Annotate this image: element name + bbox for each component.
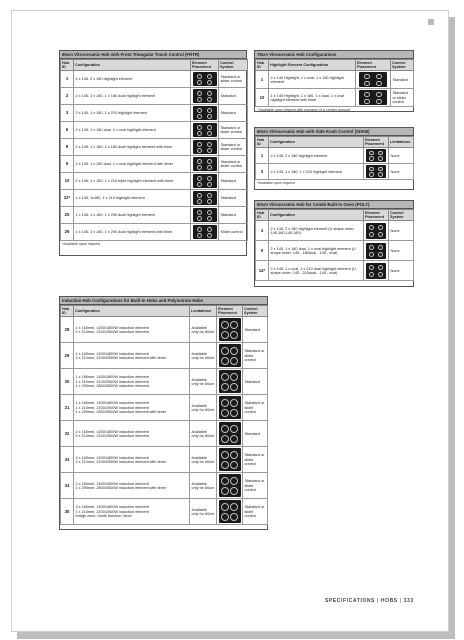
element-placement-cell	[356, 71, 391, 89]
control-cell: Standard or slider control	[243, 447, 268, 473]
table-row	[61, 207, 248, 224]
control-cell: Standard or slider control	[219, 139, 248, 156]
id-cell: 35	[61, 499, 74, 525]
id-cell: 29	[61, 343, 74, 369]
col-configuration: Configuration	[74, 306, 190, 317]
config-cell: 2 x 160mm, 1400/1800W induction element 2 x 210mm, 2100/2500W induction element with timer	[74, 447, 190, 473]
id-cell: 4	[256, 221, 269, 241]
table-frtr	[59, 50, 247, 256]
element-placement-cell	[191, 156, 219, 173]
config-cell: 1 x 145, 1 x 180, 1 x 290 dual highlight element with timer	[74, 224, 191, 241]
config-cell: 2 x 160mm, 1400/1800W induction element 2 x 210mm, 2100/2500W induction element	[74, 421, 190, 447]
table-row	[61, 71, 248, 88]
table-row	[61, 395, 268, 421]
table-row	[61, 122, 248, 139]
hob-diagram-icon	[366, 243, 386, 259]
table-row	[61, 139, 248, 156]
control-cell: Standard or slider control	[219, 122, 248, 139]
element-placement-cell	[217, 317, 243, 343]
page-number: 333	[403, 598, 414, 604]
table-78cm-title: 78cm Vitroceramic Hob Configurations	[255, 51, 413, 59]
element-placement-cell	[364, 164, 389, 180]
element-placement-cell	[217, 395, 243, 421]
limit-cell: Available only for 60cm	[190, 317, 217, 343]
id-cell: 26	[61, 224, 74, 241]
table-poly	[254, 200, 414, 287]
id-cell: 10	[256, 89, 269, 107]
table-row	[61, 224, 248, 241]
element-placement-cell	[191, 71, 219, 88]
control-cell: Standard or slider control	[243, 343, 268, 369]
hob-diagram-icon	[193, 89, 217, 103]
control-cell: Standard	[391, 71, 414, 89]
id-cell: 8	[61, 139, 74, 156]
table-induction-title: Induction Hob Configurations for Built-in Hobs and Polynoiroin Hobs	[60, 297, 267, 305]
id-cell: 9	[256, 241, 269, 261]
element-placement-cell	[191, 105, 219, 122]
config-cell: 2 x 145, 1 x 180, 1 x 180 dual highlight element with timer	[74, 139, 191, 156]
limit-cell: Available only for 60cm	[190, 447, 217, 473]
hob-diagram-icon	[219, 370, 241, 393]
hob-diagram-icon	[359, 72, 387, 87]
config-cell: 2 x 145, 1 x 180, 1 x 210 highlight element	[269, 164, 364, 180]
id-cell: 3	[256, 164, 269, 180]
hob-diagram-icon	[366, 223, 386, 239]
hob-diagram-icon	[193, 106, 217, 120]
element-placement-cell	[217, 369, 243, 395]
element-placement-cell	[191, 190, 219, 207]
hob-diagram-icon	[366, 165, 386, 178]
hob-diagram-icon	[193, 208, 217, 222]
element-placement-cell	[191, 173, 219, 190]
id-cell: 1	[61, 71, 74, 88]
col-element-placement: Element Placement	[217, 306, 243, 317]
table-row	[61, 88, 248, 105]
id-cell: 22*	[61, 190, 74, 207]
element-placement-cell	[217, 421, 243, 447]
config-cell: 1 x 160mm, 1400/1800W induction element 1 x 210mm, 2100/2500W induction element 1 x 290mm, 2800/3500W induction element with timer	[74, 395, 190, 421]
table-poly-title: 60cm Vitroceramic Hob for Combi Built-in Oven (POLY)	[255, 201, 413, 209]
element-placement-cell	[217, 447, 243, 473]
limit-cell: Available only for 60cm	[190, 369, 217, 395]
id-cell: 1	[256, 148, 269, 164]
table-row	[61, 343, 268, 369]
col-hob-id: Hob ID	[256, 137, 269, 148]
element-placement-cell	[356, 89, 391, 107]
control-cell: None	[389, 221, 414, 241]
table-sdkb-title: 60cm Vitroceramic Hob with Side Knob Control (SDKB)	[255, 128, 413, 136]
col-element-placement: Element Placement	[364, 210, 389, 221]
control-cell: Standard or slider control	[243, 473, 268, 499]
config-cell: 1 x 145, 1x180, 1 x 210 highlight element	[74, 190, 191, 207]
id-cell: 32	[61, 421, 74, 447]
element-placement-cell	[191, 122, 219, 139]
table-induction	[59, 296, 268, 530]
table-sdkb	[254, 127, 414, 190]
config-cell: 1 x 160mm, 1400/1800W induction element 2 x 210mm, 2100/2500W induction element with timer	[74, 343, 190, 369]
table-row	[256, 221, 414, 241]
config-cell: 2 x 145, 1 x 180 dual, 1 x oval highlight element	[74, 122, 191, 139]
config-cell: 2 x 145 Highlight, 1 x oval, 1 x 180 highlight element	[269, 71, 356, 89]
element-placement-cell	[364, 261, 389, 281]
control-cell: Slider control	[219, 224, 248, 241]
control-cell: Standard or slider control	[219, 71, 248, 88]
limit-cell: Available only for 60cm	[190, 499, 217, 525]
footer-subsection: HOBS	[380, 598, 398, 604]
config-cell: 1 x 160mm, 1400/1800W induction element 2 x 210mm, 2100/2500W induction element	[74, 317, 190, 343]
table-sdkb-note: *Available upon request	[257, 181, 295, 186]
element-placement-cell	[191, 224, 219, 241]
col-hob-id: Hob ID	[256, 60, 269, 71]
id-cell: 30	[61, 369, 74, 395]
config-cell: 2 x 145, 1 x 180, 1 x 210 triple highlight element with timer	[74, 173, 191, 190]
hob-diagram-icon	[219, 422, 241, 445]
control-cell: Standard or slider control	[219, 156, 248, 173]
hob-diagram-icon	[366, 263, 386, 279]
col-hob-id: Hob ID	[61, 60, 74, 71]
config-cell: 2 x 145, 2 x 180 highlight element (U shape order; 145-180-145-180)	[269, 221, 364, 241]
col-element-placement: Element Placement	[356, 60, 391, 71]
id-cell: 14*	[256, 261, 269, 281]
id-cell: 28	[61, 317, 74, 343]
element-placement-cell	[364, 241, 389, 261]
col-highlight-config: Highlight Element Configuration	[269, 60, 356, 71]
id-cell: 6	[61, 122, 74, 139]
control-cell: Standard	[219, 207, 248, 224]
id-cell: 1	[256, 71, 269, 89]
col-control-system: Control System	[219, 60, 248, 71]
table-row	[61, 447, 268, 473]
config-cell: 2 x 145, 1 x oval, 1 x 210 dual highlight element (U shape order; 145 - 210dual - 145 - oval)	[269, 261, 364, 281]
config-cell: 2 x 145, 1 x 180, 1 x 180 dual highlight element	[74, 88, 191, 105]
config-cell: 2 x 145, 1 x 180 dual, 1 x oval highlight element with timer	[74, 156, 191, 173]
footer-divider: |	[376, 598, 379, 604]
control-cell: Standard	[243, 421, 268, 447]
col-configuration: Configuration	[74, 60, 191, 71]
col-control-system: Control System	[243, 306, 268, 317]
id-cell: 25	[61, 207, 74, 224]
control-cell: Standard	[243, 369, 268, 395]
hob-diagram-icon	[366, 149, 386, 162]
control-cell: Standard	[219, 88, 248, 105]
hob-diagram-icon	[193, 225, 217, 239]
control-cell: None	[389, 261, 414, 281]
limit-cell: Available only for 60cm	[190, 421, 217, 447]
config-cell: 3 x 160mm, 1400/1800W induction element 1 x 210mm, 2100/2500W induction element bridge zone, mode function, timer	[74, 499, 190, 525]
hob-diagram-icon	[219, 474, 241, 497]
col-hob-id: Hob ID	[256, 210, 269, 221]
id-cell: 34	[61, 473, 74, 499]
element-placement-cell	[217, 499, 243, 525]
limit-cell: None	[389, 164, 414, 180]
control-cell: Standard or slider control	[243, 499, 268, 525]
col-element-placement: Element Placement	[364, 137, 389, 148]
table-row	[61, 105, 248, 122]
hob-diagram-icon	[219, 448, 241, 471]
table-row	[256, 89, 414, 107]
control-cell: Standard or slider control	[243, 395, 268, 421]
config-cell: 1 x 160mm, 1400/1800W induction element 1 x 210mm, 2100/2500W induction element 1 x 290mm, 2800/3500W induction element	[74, 369, 190, 395]
table-row	[61, 156, 248, 173]
page-corner-mark	[428, 19, 434, 25]
element-placement-cell	[191, 207, 219, 224]
element-placement-cell	[364, 221, 389, 241]
table-row	[61, 173, 248, 190]
id-cell: 10	[61, 173, 74, 190]
element-placement-cell	[217, 343, 243, 369]
hob-diagram-icon	[219, 500, 241, 523]
table-row	[61, 499, 268, 525]
limit-cell: Available only for 60cm	[190, 473, 217, 499]
col-control-system: Control System	[389, 210, 414, 221]
control-cell: Standard	[243, 317, 268, 343]
page-footer	[325, 598, 414, 604]
col-hob-id: Hob ID	[61, 306, 74, 317]
table-row	[61, 473, 268, 499]
table-row	[256, 261, 414, 281]
table-78cm	[254, 50, 414, 112]
col-limitations: Limitations	[190, 306, 217, 317]
footer-section: SPECIFICATIONS	[325, 598, 375, 604]
col-configuration: Configuration	[269, 137, 364, 148]
table-row	[61, 369, 268, 395]
col-control-system: Control System	[391, 60, 414, 71]
footer-divider: |	[399, 598, 402, 604]
element-placement-cell	[364, 148, 389, 164]
table-row	[61, 190, 248, 207]
element-placement-cell	[191, 139, 219, 156]
table-row	[256, 241, 414, 261]
hob-diagram-icon	[359, 90, 387, 105]
id-cell: 31	[61, 395, 74, 421]
hob-diagram-icon	[193, 123, 217, 137]
control-cell: Standard	[219, 190, 248, 207]
col-element-placement: Element Placement	[191, 60, 219, 71]
id-cell: 3	[61, 105, 74, 122]
hob-diagram-icon	[193, 72, 217, 86]
table-row	[61, 421, 268, 447]
element-placement-cell	[191, 88, 219, 105]
table-row	[256, 71, 414, 89]
table-frtr-note: *Available upon request	[62, 242, 100, 247]
id-cell: 2	[61, 88, 74, 105]
limit-cell: None	[389, 148, 414, 164]
hob-diagram-icon	[219, 318, 241, 341]
control-cell: None	[389, 241, 414, 261]
hob-diagram-icon	[219, 344, 241, 367]
config-cell: 2 x 145, 2 x 180 highlight element	[269, 148, 364, 164]
table-row	[256, 148, 414, 164]
config-cell: 2 x 145, 1 x 180, 1 x 210 highlight element	[74, 105, 191, 122]
id-cell: 33	[61, 447, 74, 473]
table-78cm-note: * Available upon request with warranty of a certain amount.	[257, 108, 351, 113]
element-placement-cell	[217, 473, 243, 499]
col-limitations: Limitations	[389, 137, 414, 148]
hob-diagram-icon	[193, 174, 217, 188]
control-cell: Standard or slider control	[391, 89, 414, 107]
config-cell: 2 x 160mm, 1400/1800W induction element 1 x 290mm, 2800/3500W induction element with timer	[74, 473, 190, 499]
hob-diagram-icon	[193, 191, 217, 205]
hob-diagram-icon	[193, 157, 217, 171]
table-row	[256, 164, 414, 180]
config-cell: 1 x 145 Highlight, 1 x 180, 1 x dual, 1 x oval highlight element with timer	[269, 89, 356, 107]
config-cell: 2 x 145, 2 x 180 highlight element	[74, 71, 191, 88]
config-cell: 2 x 145, 1 x 180 dual, 1 x oval highlight element (U shape order; 145 - 180dual - 145 - oval)	[269, 241, 364, 261]
limit-cell: Available only for 60cm	[190, 395, 217, 421]
id-cell: 9	[61, 156, 74, 173]
col-configuration: Configuration	[269, 210, 364, 221]
config-cell: 1 x 145, 1 x 180, 1 x 290 dual highlight element	[74, 207, 191, 224]
table-frtr-title: 60cm Vitroceramic Hob with Front Triangular Touch Control (FRTR)	[60, 51, 246, 59]
hob-diagram-icon	[219, 396, 241, 419]
control-cell: Standard	[219, 105, 248, 122]
control-cell: Standard	[219, 173, 248, 190]
table-row	[61, 317, 268, 343]
limit-cell: Available only for 60cm	[190, 343, 217, 369]
hob-diagram-icon	[193, 140, 217, 154]
